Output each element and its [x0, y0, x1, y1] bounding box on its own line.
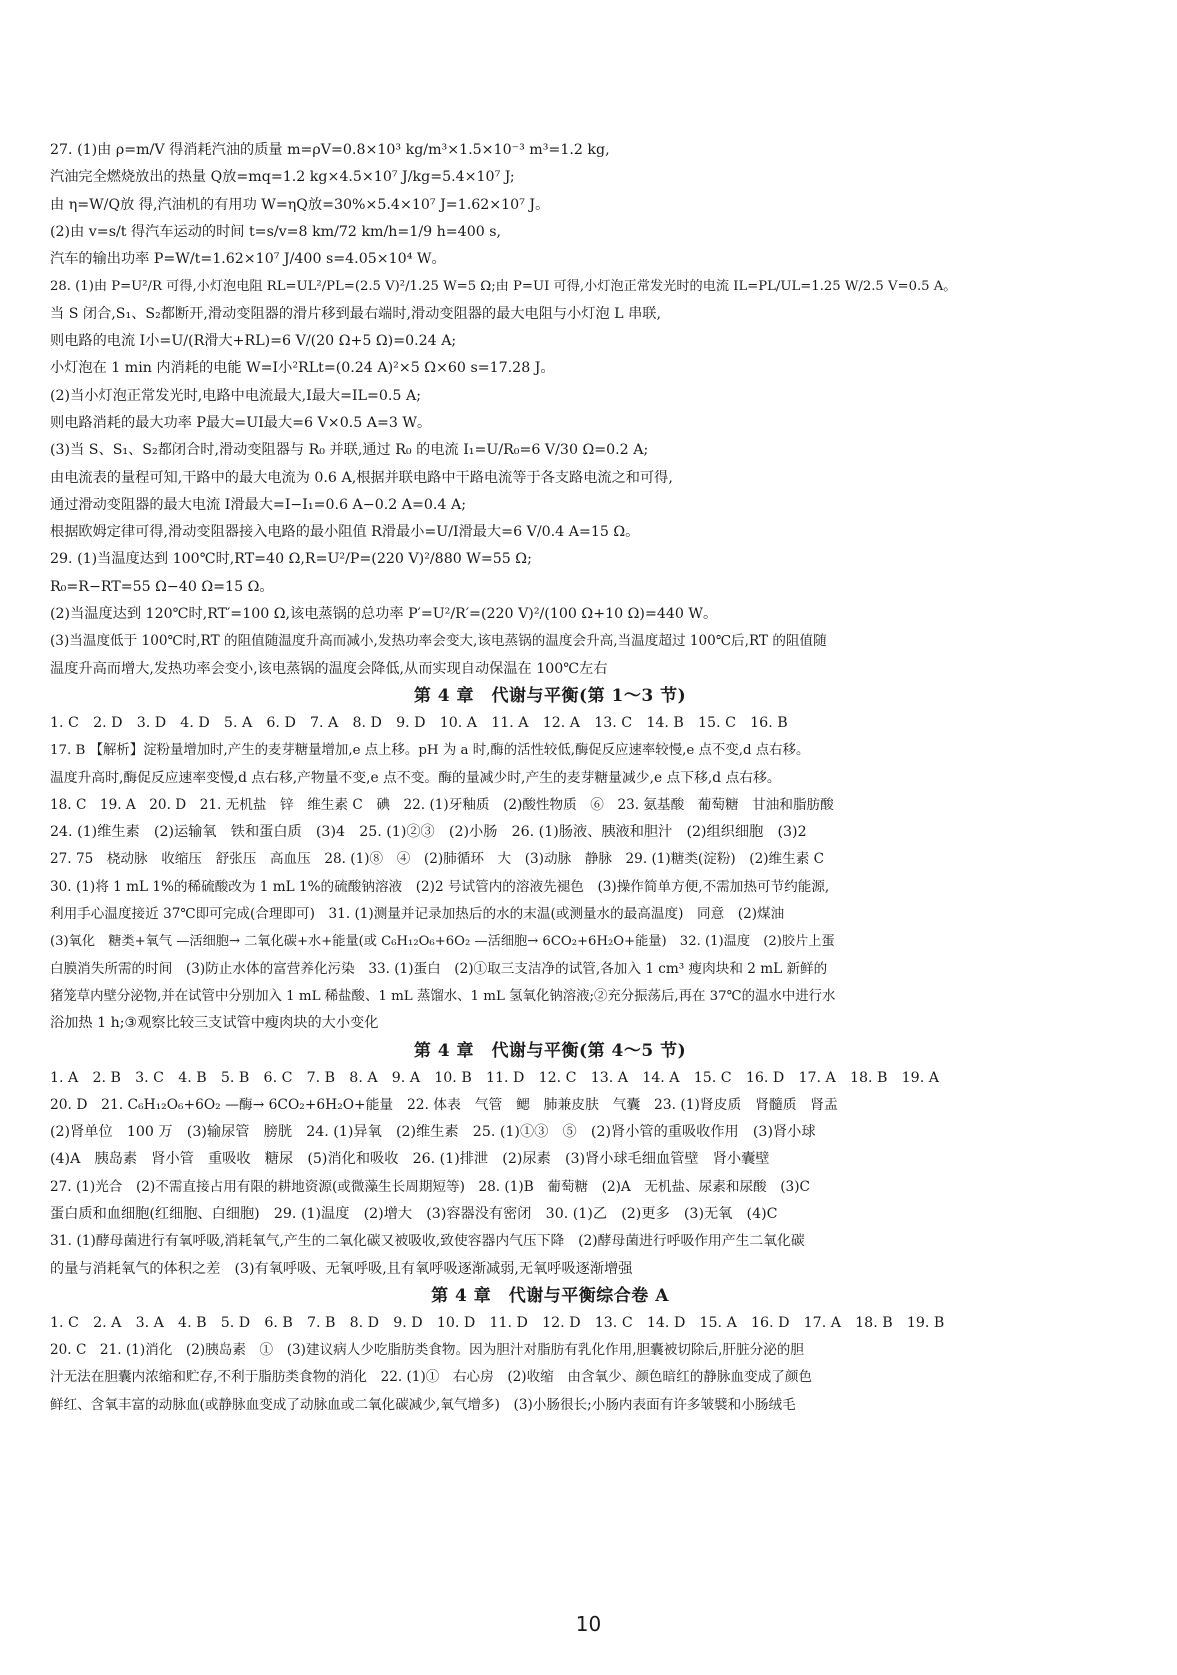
section-1-answers: [50, 710, 1050, 1038]
answer-line: 则电路消耗的最大功率 P最大=UI最大=6 V×0.5 A=3 W。: [50, 414, 432, 431]
answer-line: 30. (1)将 1 mL 1%的稀硫酸改为 1 mL 1%的硫酸钠溶液 (2)2 号试管内的溶液先褪色 (3)操作简单方便,不需加热可节约能源,: [50, 878, 830, 895]
answer-line: 1. C 2. D 3. D 4. D 5. A 6. D 7. A 8. D 9. D 10. A 11. A 12. A 13. C 14. B 15. C 16. B: [50, 714, 788, 731]
answer-line: 31. (1)酵母菌进行有氧呼吸,消耗氧气,产生的二氧化碳又被吸收,致使容器内气压下降 (2)酵母菌进行呼吸作用产生二氧化碳: [50, 1233, 805, 1250]
answer-line: 24. (1)维生素 (2)运输氧 铁和蛋白质 (3)4 25. (1)②③ (2)小肠 26. (1)肠液、胰液和胆汁 (2)组织细胞 (3)2: [50, 824, 807, 841]
answer-line: (2)由 v=s/t 得汽车运动的时间 t=s/v=8 km/72 km/h=1/9 h=400 s,: [50, 223, 502, 240]
answer-line: (4)A 胰岛素 肾小管 重吸收 糖尿 (5)消化和吸收 26. (1)排泄 (2)尿素 (3)肾小球毛细血管壁 肾小囊壁: [50, 1151, 770, 1168]
answer-line: 蛋白质和血细胞(红细胞、白细胞) 29. (1)温度 (2)增大 (3)容器没有密闭 30. (1)乙 (2)更多 (3)无氧 (4)C: [50, 1205, 778, 1222]
answer-line: 小灯泡在 1 min 内消耗的电能 W=I小²RLt=(0.24 A)²×5 Ω×60 s=17.28 J。: [50, 360, 555, 377]
answer-line: 20. D 21. C₆H₁₂O₆+6O₂ —酶→ 6CO₂+6H₂O+能量 22. 体表 气管 鳃 肺兼皮肤 气囊 23. (1)肾皮质 肾髓质 肾盂: [50, 1096, 838, 1113]
answer-line: 27. 75 桡动脉 收缩压 舒张压 高血压 28. (1)⑧ ④ (2)肺循环 大 (3)动脉 静脉 29. (1)糖类(淀粉) (2)维生素 C: [50, 851, 825, 868]
answer-line: (2)肾单位 100 万 (3)输尿管 膀胱 24. (1)异氧 (2)维生素 25. (1)①③ ⑤ (2)肾小管的重吸收作用 (3)肾小球: [50, 1124, 816, 1141]
answer-line: 鲜红、含氧丰富的动脉血(或静脉血变成了动脉血或二氧化碳减少,氧气增多) (3)小肠很长;小肠内表面有许多皱襞和小肠绒毛: [50, 1396, 796, 1413]
answer-line: 温度升高时,酶促反应速率变慢,d 点右移,产物量不变,e 点不变。酶的量减少时,产生的麦芽糖量减少,e 点下移,d 点右移。: [50, 769, 781, 786]
physics-answers-27-29: [50, 137, 1050, 683]
answer-line: (3)当温度低于 100℃时,RT 的阻值随温度升高而减小,发热功率会变大,该电蒸锅的温度会升高,当温度超过 100℃后,RT 的阻值随: [50, 633, 827, 650]
answer-line: 汽车的输出功率 P=W/t=1.62×10⁷ J/400 s=4.05×10⁴ W。: [50, 251, 446, 268]
section-title: 第 4 章 代谢与平衡综合卷 A: [431, 1285, 669, 1306]
section-2-answers: [50, 1065, 1050, 1283]
answer-line: 利用手心温度接近 37℃即可完成(合理即可) 31. (1)测量并记录加热后的水的末温(或测量水的最高温度) 同意 (2)煤油: [50, 906, 785, 923]
page-content: [50, 137, 1050, 1419]
answer-line: (2)当温度达到 120℃时,RT′=100 Ω,该电蒸锅的总功率 P′=U²/R′=(220 V)²/(100 Ω+10 Ω)=440 W。: [50, 606, 718, 623]
answer-line: 通过滑动变阻器的最大电流 I滑最大=I−I₁=0.6 A−0.2 A=0.4 A;: [50, 496, 466, 513]
page-number: 10: [575, 1612, 602, 1636]
answer-line: 由电流表的量程可知,干路中的最大电流为 0.6 A,根据并联电路中干路电流等于各支路电流之和可得,: [50, 469, 673, 486]
answer-line: 白膜消失所需的时间 (3)防止水体的富营养化污染 33. (1)蛋白 (2)①取三支洁净的试管,各加入 1 cm³ 瘦肉块和 2 mL 新鲜的: [50, 960, 828, 977]
answer-line: 温度升高而增大,发热功率会变小,该电蒸锅的温度会降低,从而实现自动保温在 100℃左右: [50, 660, 608, 677]
answer-line: 汁无法在胆囊内浓缩和贮存,不利于脂肪类食物的消化 22. (1)① 右心房 (2)收缩 由含氧少、颜色暗红的静脉血变成了颜色: [50, 1369, 813, 1386]
answer-line: 汽油完全燃烧放出的热量 Q放=mq=1.2 kg×4.5×10⁷ J/kg=5.4×10⁷ J;: [50, 169, 515, 186]
answer-line: (3)氧化 糖类+氧气 —活细胞→ 二氧化碳+水+能量(或 C₆H₁₂O₆+6O₂ —活细胞→ 6CO₂+6H₂O+能量) 32. (1)温度 (2)胶片上蛋: [50, 934, 835, 950]
section-title: 第 4 章 代谢与平衡(第 4～5 节): [413, 1040, 687, 1061]
answer-line: 27. (1)光合 (2)不需直接占用有限的耕地资源(或微藻生长周期短等) 28. (1)B 葡萄糖 (2)A 无机盐、尿素和尿酸 (3)C: [50, 1178, 810, 1195]
answer-line: 由 η=W/Q放 得,汽油机的有用功 W=ηQ放=30%×5.4×10⁷ J=1.62×10⁷ J。: [50, 196, 550, 213]
answer-line: 浴加热 1 h;③观察比较三支试管中瘦肉块的大小变化: [50, 1015, 379, 1032]
section-title: 第 4 章 代谢与平衡(第 1～3 节): [413, 685, 687, 706]
answer-line: 则电路的电流 I小=U/(R滑大+RL)=6 V/(20 Ω+5 Ω)=0.24 A;: [50, 333, 457, 350]
answer-line: 17. B 【解析】淀粉量增加时,产生的麦芽糖量增加,e 点上移。pH 为 a 时,酶的活性较低,酶促反应速率较慢,e 点不变,d 点右移。: [50, 743, 810, 759]
answer-line: 1. C 2. A 3. A 4. B 5. D 6. B 7. B 8. D 9. D 10. D 11. D 12. D 13. C 14. D 15. A 16. D 17. A 18. B 19. B: [50, 1314, 945, 1331]
answer-line: 根据欧姆定律可得,滑动变阻器接入电路的最小阻值 R滑最小=U/I滑最大=6 V/0.4 A=15 Ω。: [50, 524, 640, 541]
answer-line: 27. (1)由 ρ=m/V 得消耗汽油的质量 m=ρV=0.8×10³ kg/m³×1.5×10⁻³ m³=1.2 kg,: [50, 142, 610, 158]
answer-line: (3)当 S、S₁、S₂都闭合时,滑动变阻器与 R₀ 并联,通过 R₀ 的电流 I₁=U/R₀=6 V/30 Ω=0.2 A;: [50, 442, 649, 459]
answer-line: 18. C 19. A 20. D 21. 无机盐 锌 维生素 C 碘 22. (1)牙釉质 (2)酸性物质 ⑥ 23. 氨基酸 葡萄糖 甘油和脂肪酸: [50, 796, 834, 813]
answer-line: 的量与消耗氧气的体积之差 (3)有氧呼吸、无氧呼吸,且有氧呼吸逐渐减弱,无氧呼吸逐渐增强: [50, 1260, 633, 1277]
section-3-answers: [50, 1310, 1050, 1419]
answer-line: 28. (1)由 P=U²/R 可得,小灯泡电阻 RL=UL²/PL=(2.5 V)²/1.25 W=5 Ω;由 P=UI 可得,小灯泡正常发光时的电流 IL=PL/UL=1.25 W/2.5 V=0.5 A。: [50, 279, 957, 295]
answer-line: 猪笼草内壁分泌物,并在试管中分别加入 1 mL 稀盐酸、1 mL 蒸馏水、1 mL 氢氧化钠溶液;②充分振荡后,再在 37℃的温水中进行水: [50, 988, 836, 1004]
answer-line: 29. (1)当温度达到 100℃时,RT=40 Ω,R=U²/P=(220 V)²/880 W=55 Ω;: [50, 551, 532, 568]
answer-line: 1. A 2. B 3. C 4. B 5. B 6. C 7. B 8. A 9. A 10. B 11. D 12. C 13. A 14. A 15. C 16. D 17. A 18. B 19. A: [50, 1069, 939, 1086]
answer-line: 当 S 闭合,S₁、S₂都断开,滑动变阻器的滑片移到最右端时,滑动变阻器的最大电阻与小灯泡 L 串联,: [50, 305, 661, 322]
answer-line: 20. C 21. (1)消化 (2)胰岛素 ① (3)建议病人少吃脂肪类食物。因为胆汁对脂肪有乳化作用,胆囊被切除后,肝脏分泌的胆: [50, 1342, 804, 1359]
answer-line: (2)当小灯泡正常发光时,电路中电流最大,I最大=IL=0.5 A;: [50, 387, 421, 404]
answer-line: R₀=R−RT=55 Ω−40 Ω=15 Ω。: [50, 578, 274, 595]
